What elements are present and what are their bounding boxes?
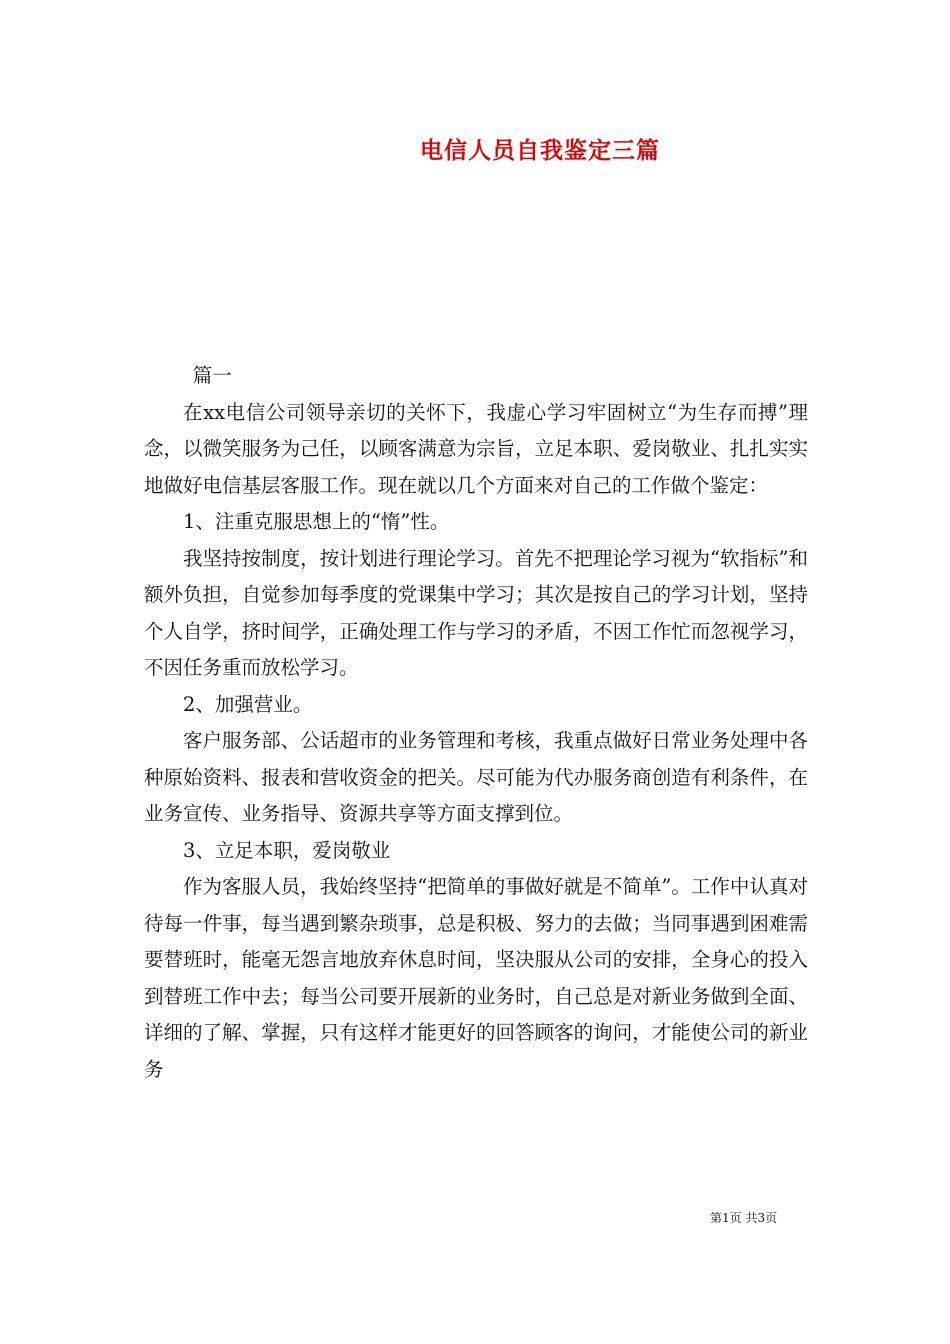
item-paragraph-2: 客户服务部、公话超市的业务管理和考核，我重点做好日常业务处理中各种原始资料、报表和营收资金的把关。尽可能为代办服务商创造有利条件，在业务宣传、业务指导、资源共享等方面支撑到位。 — [144, 729, 808, 825]
document-body — [144, 358, 808, 1088]
item-heading-3: 3、立足本职，爱岗敬业 — [183, 838, 391, 862]
intro-paragraph: 在xx电信公司领导亲切的关怀下，我虚心学习牢固树立“为生存而搏”理念，以微笑服务为己任，以顾客满意为宗旨，立足本职、爱岗敬业、扎扎实实地做好电信基层客服工作。现在就以几个方面来对自己的工作做个鉴定： — [144, 400, 808, 497]
item-heading-1: 1、注重克服思想上的“惰”性。 — [183, 510, 450, 533]
item-paragraph-3: 作为客服人员，我始终坚持“把简单的事做好就是不简单”。工作中认真对待每一件事，每当遇到繁杂琐事，总是积极、努力的去做；当同事遇到困难需要替班时，能毫无怨言地放弃休息时间，坚决服从公司的安排，全身心的投入到替班工作中去；每当公司要开展新的业务时，自己总是对新业务做到全面、详细的了解、掌握，只有这样才能更好的回答顾客的询问，才能使公司的新业务 — [144, 875, 808, 1081]
item-heading-2: 2、加强营业。 — [183, 692, 313, 716]
page-number-footer: 第1页 共3页 — [710, 1211, 778, 1225]
item-paragraph-1: 我坚持按制度，按计划进行理论学习。首先不把理论学习视为“软指标”和额外负担，自觉参加每季度的党课集中学习；其次是按自己的学习计划，坚持个人自学，挤时间学，正确处理工作与学习的矛盾，不因工作忙而忽视学习，不因任务重而放松学习。 — [144, 546, 808, 679]
section-heading: 篇一 — [192, 364, 232, 387]
document-title: 电信人员自我鉴定三篇 — [420, 137, 660, 164]
